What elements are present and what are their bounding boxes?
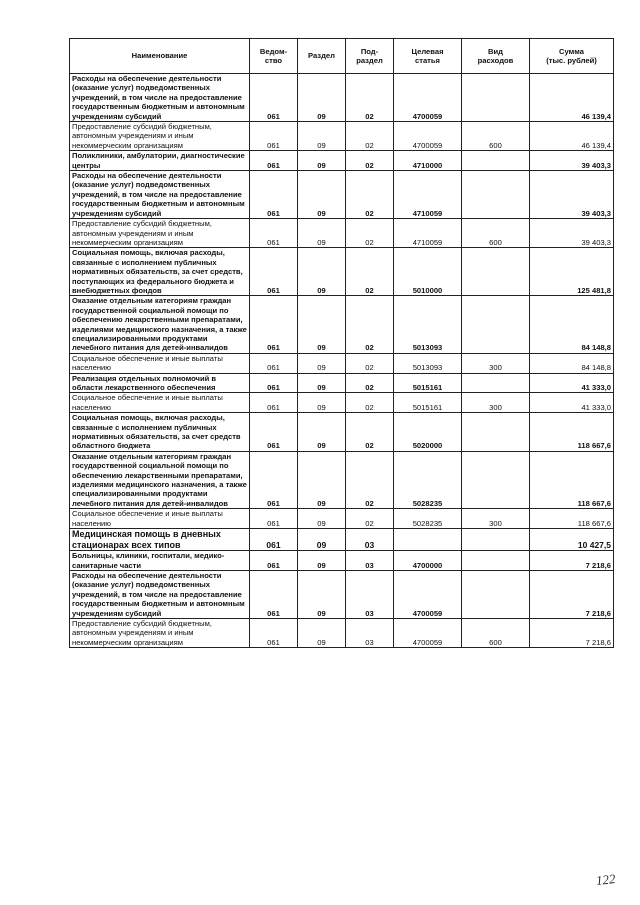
table-row (70, 570, 614, 618)
cell-type: 300 (462, 393, 530, 413)
cell-subsection: 02 (346, 296, 394, 353)
cell-name: Социальное обеспечение и иные выплаты населению (70, 353, 250, 373)
cell-type (462, 451, 530, 508)
cell-dept: 061 (250, 122, 298, 151)
cell-target (394, 529, 462, 551)
cell-name: Социальное обеспечение и иные выплаты населению (70, 509, 250, 529)
cell-sum: 39 403,3 (530, 219, 614, 248)
cell-target: 4700059 (394, 570, 462, 618)
cell-name: Медицинская помощь в дневных стационарах всех типов (70, 529, 250, 551)
cell-dept: 061 (250, 551, 298, 571)
cell-dept: 061 (250, 171, 298, 219)
cell-sum: 41 333,0 (530, 393, 614, 413)
column-header-sum: Сумма (тыс. рублей) (530, 39, 614, 74)
table-row (70, 509, 614, 529)
cell-sum: 118 667,6 (530, 451, 614, 508)
cell-name: Предоставление субсидий бюджетным, автономным учреждениям и иным некоммерческим организациям (70, 219, 250, 248)
cell-name: Больницы, клиники, госпитали, медико-санитарные части (70, 551, 250, 571)
table-row (70, 171, 614, 219)
cell-subsection: 02 (346, 219, 394, 248)
cell-target: 4710059 (394, 219, 462, 248)
column-header-dept: Ведом- ство (250, 39, 298, 74)
cell-subsection: 02 (346, 393, 394, 413)
cell-dept: 061 (250, 509, 298, 529)
page-number: 122 (595, 871, 617, 888)
cell-sum: 46 139,4 (530, 122, 614, 151)
cell-section: 09 (298, 413, 346, 452)
cell-sum: 46 139,4 (530, 74, 614, 122)
cell-subsection: 02 (346, 509, 394, 529)
table-row (70, 219, 614, 248)
column-header-target: Целевая статья (394, 39, 462, 74)
cell-section: 09 (298, 509, 346, 529)
table-row (70, 451, 614, 508)
cell-type: 600 (462, 219, 530, 248)
table-row (70, 393, 614, 413)
table-row (70, 248, 614, 296)
table-row (70, 151, 614, 171)
table-row (70, 413, 614, 452)
cell-section: 09 (298, 74, 346, 122)
table-row (70, 529, 614, 551)
cell-section: 09 (298, 618, 346, 647)
cell-sum: 7 218,6 (530, 551, 614, 571)
table-row (70, 296, 614, 353)
column-header-section: Раздел (298, 39, 346, 74)
table-row (70, 74, 614, 122)
column-header-name: Наименование (70, 39, 250, 74)
cell-type (462, 171, 530, 219)
cell-subsection: 03 (346, 551, 394, 571)
cell-type: 600 (462, 618, 530, 647)
cell-section: 09 (298, 248, 346, 296)
cell-name: Оказание отдельным категориям граждан государственной социальной помощи по обеспечению лекарственными препаратами, изделиями медицинского назначения, а также специализированными продуктами лечебного питания для детей-инвалидов (70, 451, 250, 508)
cell-subsection: 03 (346, 618, 394, 647)
cell-dept: 061 (250, 296, 298, 353)
cell-target: 5015161 (394, 393, 462, 413)
cell-subsection: 02 (346, 151, 394, 171)
cell-sum: 39 403,3 (530, 171, 614, 219)
cell-dept: 061 (250, 529, 298, 551)
cell-section: 09 (298, 151, 346, 171)
cell-target: 5015161 (394, 373, 462, 393)
cell-subsection: 02 (346, 74, 394, 122)
cell-type: 300 (462, 353, 530, 373)
cell-sum: 39 403,3 (530, 151, 614, 171)
table-row (70, 122, 614, 151)
cell-section: 09 (298, 551, 346, 571)
cell-section: 09 (298, 373, 346, 393)
cell-target: 4700059 (394, 74, 462, 122)
table-row (70, 551, 614, 571)
cell-type (462, 74, 530, 122)
cell-sum: 84 148,8 (530, 353, 614, 373)
cell-name: Расходы на обеспечение деятельности (оказание услуг) подведомственных учреждений, в том числе на предоставление государственным бюджетным и автономным учреждениям субсидий (70, 171, 250, 219)
cell-subsection: 02 (346, 122, 394, 151)
cell-target: 4710000 (394, 151, 462, 171)
cell-target: 4700059 (394, 618, 462, 647)
cell-section: 09 (298, 122, 346, 151)
cell-dept: 061 (250, 151, 298, 171)
cell-section: 09 (298, 296, 346, 353)
cell-subsection: 02 (346, 451, 394, 508)
cell-section: 09 (298, 353, 346, 373)
budget-table (69, 38, 614, 648)
cell-type (462, 529, 530, 551)
cell-name: Расходы на обеспечение деятельности (оказание услуг) подведомственных учреждений, в том числе на предоставление государственным бюджетным и автономным учреждениям субсидий (70, 74, 250, 122)
cell-dept: 061 (250, 353, 298, 373)
cell-name: Расходы на обеспечение деятельности (оказание услуг) подведомственных учреждений, в том числе на предоставление государственным бюджетным и автономным учреждениям субсидий (70, 570, 250, 618)
cell-sum: 84 148,8 (530, 296, 614, 353)
cell-name: Предоставление субсидий бюджетным, автономным учреждениям и иным некоммерческим организациям (70, 618, 250, 647)
cell-type: 300 (462, 509, 530, 529)
cell-section: 09 (298, 451, 346, 508)
cell-name: Социальная помощь, включая расходы, связанные с исполнением публичных нормативных обязательств, за счет средств областного бюджета (70, 413, 250, 452)
cell-dept: 061 (250, 248, 298, 296)
column-header-type: Вид расходов (462, 39, 530, 74)
cell-section: 09 (298, 529, 346, 551)
table-row (70, 618, 614, 647)
cell-sum: 118 667,6 (530, 413, 614, 452)
cell-sum: 10 427,5 (530, 529, 614, 551)
cell-type (462, 151, 530, 171)
cell-target: 5020000 (394, 413, 462, 452)
cell-sum: 7 218,6 (530, 618, 614, 647)
cell-sum: 41 333,0 (530, 373, 614, 393)
cell-type (462, 248, 530, 296)
cell-subsection: 03 (346, 529, 394, 551)
cell-dept: 061 (250, 451, 298, 508)
cell-dept: 061 (250, 393, 298, 413)
cell-sum: 7 218,6 (530, 570, 614, 618)
cell-target: 4700059 (394, 122, 462, 151)
cell-sum: 118 667,6 (530, 509, 614, 529)
cell-name: Социальная помощь, включая расходы, связанные с исполнением публичных нормативных обязательств, за счет средств, поступающих из федерального бюджета и внебюджетных фондов (70, 248, 250, 296)
cell-section: 09 (298, 570, 346, 618)
column-header-subsection: Под- раздел (346, 39, 394, 74)
cell-dept: 061 (250, 618, 298, 647)
cell-dept: 061 (250, 373, 298, 393)
cell-target: 5028235 (394, 451, 462, 508)
cell-subsection: 02 (346, 353, 394, 373)
cell-target: 5013093 (394, 353, 462, 373)
cell-section: 09 (298, 393, 346, 413)
cell-subsection: 02 (346, 413, 394, 452)
cell-target: 4710059 (394, 171, 462, 219)
cell-name: Социальное обеспечение и иные выплаты населению (70, 393, 250, 413)
cell-type (462, 373, 530, 393)
cell-dept: 061 (250, 219, 298, 248)
cell-sum: 125 481,8 (530, 248, 614, 296)
cell-type: 600 (462, 122, 530, 151)
cell-target: 5010000 (394, 248, 462, 296)
cell-target: 5028235 (394, 509, 462, 529)
cell-name: Предоставление субсидий бюджетным, автономным учреждениям и иным некоммерческим организациям (70, 122, 250, 151)
cell-section: 09 (298, 219, 346, 248)
cell-name: Оказание отдельным категориям граждан государственной социальной помощи по обеспечению лекарственными препаратами, изделиями медицинского назначения, а также специализированными продуктами лечебного питания для детей-инвалидов (70, 296, 250, 353)
cell-dept: 061 (250, 570, 298, 618)
cell-type (462, 570, 530, 618)
cell-subsection: 02 (346, 373, 394, 393)
cell-type (462, 296, 530, 353)
cell-name: Реализация отдельных полномочий в области лекарственного обеспечения (70, 373, 250, 393)
cell-dept: 061 (250, 413, 298, 452)
cell-target: 4700000 (394, 551, 462, 571)
cell-subsection: 02 (346, 248, 394, 296)
cell-type (462, 551, 530, 571)
cell-name: Поликлиники, амбулатории, диагностические центры (70, 151, 250, 171)
cell-target: 5013093 (394, 296, 462, 353)
cell-section: 09 (298, 171, 346, 219)
cell-type (462, 413, 530, 452)
table-row (70, 353, 614, 373)
cell-subsection: 03 (346, 570, 394, 618)
cell-subsection: 02 (346, 171, 394, 219)
table-row (70, 373, 614, 393)
cell-dept: 061 (250, 74, 298, 122)
table-header-row (70, 39, 614, 74)
